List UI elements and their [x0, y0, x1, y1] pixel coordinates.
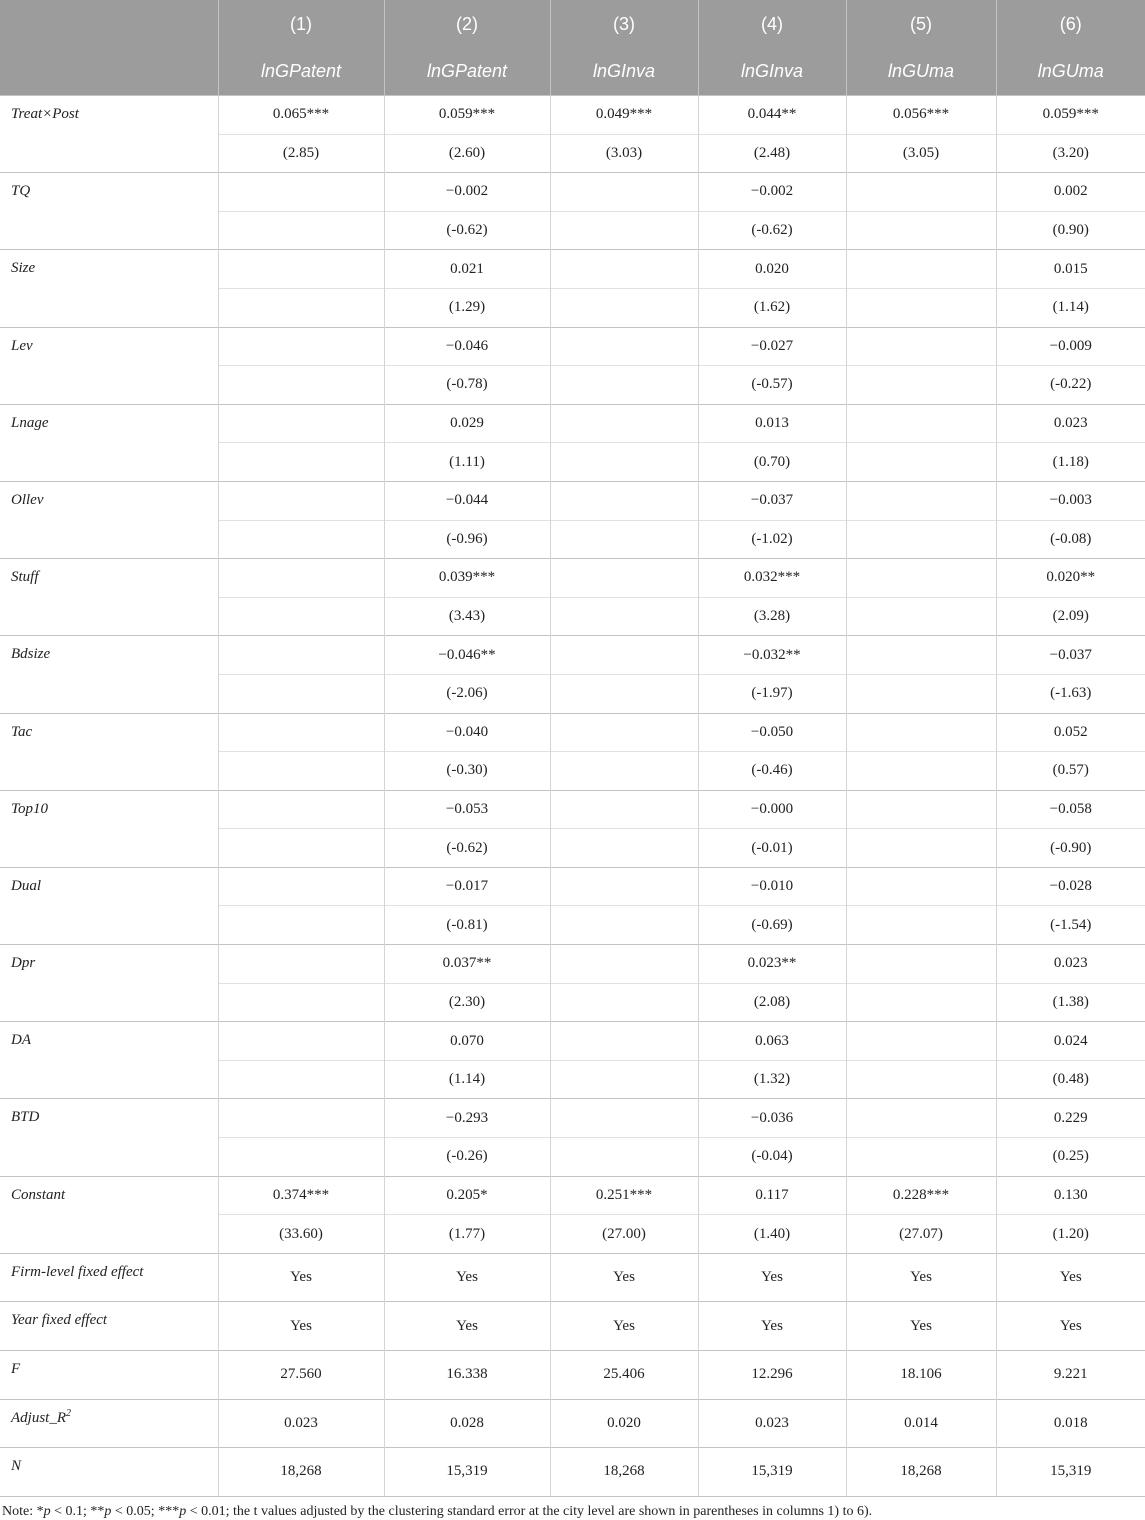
coefficient-cell: [846, 1099, 996, 1138]
statistic-cell: Yes: [698, 1253, 846, 1302]
coefficient-cell: [550, 790, 698, 829]
coefficient-cell: −0.032**: [698, 636, 846, 675]
t-value-cell: (2.30): [384, 983, 550, 1022]
statistic-row: [0, 1302, 1145, 1351]
coefficient-cell: [218, 867, 384, 906]
statistic-cell: 18,268: [550, 1448, 698, 1497]
coefficient-cell: −0.037: [996, 636, 1145, 675]
t-value-cell: (-2.06): [384, 674, 550, 713]
coefficient-cell: [846, 404, 996, 443]
t-value-cell: [218, 674, 384, 713]
t-value-cell: (27.00): [550, 1215, 698, 1254]
t-value-cell: [846, 1138, 996, 1177]
coefficient-cell: −0.050: [698, 713, 846, 752]
t-value-cell: (1.32): [698, 1060, 846, 1099]
coefficient-cell: 0.049***: [550, 96, 698, 135]
table-header: [0, 0, 1145, 96]
t-value-cell: (-0.62): [384, 829, 550, 868]
coefficient-cell: 0.039***: [384, 559, 550, 598]
coefficient-cell: 0.374***: [218, 1176, 384, 1215]
header-corner-cell: [0, 0, 218, 48]
variable-coefficient-row: [0, 713, 1145, 752]
coefficient-cell: −0.000: [698, 790, 846, 829]
statistic-cell: 0.018: [996, 1399, 1145, 1448]
coefficient-cell: 0.020: [698, 250, 846, 289]
t-value-cell: [218, 906, 384, 945]
t-value-cell: (3.20): [996, 134, 1145, 173]
t-value-cell: (1.14): [996, 288, 1145, 327]
variable-coefficient-row: [0, 790, 1145, 829]
t-value-cell: (-0.96): [384, 520, 550, 559]
coefficient-cell: −0.037: [698, 481, 846, 520]
coefficient-cell: −0.002: [384, 173, 550, 212]
variable-label: DA: [0, 1022, 218, 1099]
t-value-cell: (-0.46): [698, 752, 846, 791]
coefficient-cell: [846, 945, 996, 984]
variable-label: Constant: [0, 1176, 218, 1253]
t-value-cell: (1.18): [996, 443, 1145, 482]
t-value-cell: [218, 1138, 384, 1177]
t-value-cell: (-1.97): [698, 674, 846, 713]
coefficient-cell: [550, 636, 698, 675]
t-value-cell: [550, 1138, 698, 1177]
statistic-cell: 15,319: [384, 1448, 550, 1497]
coefficient-cell: [218, 790, 384, 829]
coefficient-cell: −0.036: [698, 1099, 846, 1138]
note-text: < 0.1; **: [50, 1503, 105, 1519]
t-value-cell: (-1.63): [996, 674, 1145, 713]
variable-label: Treat×Post: [0, 96, 218, 173]
coefficient-cell: [218, 713, 384, 752]
coefficient-cell: [846, 173, 996, 212]
coefficient-cell: [550, 327, 698, 366]
t-value-cell: (-0.08): [996, 520, 1145, 559]
coefficient-cell: 0.205*: [384, 1176, 550, 1215]
variable-label: TQ: [0, 173, 218, 250]
variable-coefficient-row: [0, 867, 1145, 906]
t-value-cell: [218, 443, 384, 482]
coefficient-cell: [218, 559, 384, 598]
t-value-cell: [550, 366, 698, 405]
coefficient-cell: 0.002: [996, 173, 1145, 212]
column-number-header: (4): [698, 0, 846, 48]
t-value-cell: [550, 288, 698, 327]
coefficient-cell: [550, 404, 698, 443]
coefficient-cell: 0.013: [698, 404, 846, 443]
t-value-cell: (-0.62): [698, 211, 846, 250]
coefficient-cell: [846, 481, 996, 520]
coefficient-cell: [218, 481, 384, 520]
t-value-cell: (1.29): [384, 288, 550, 327]
t-value-cell: (2.09): [996, 597, 1145, 636]
t-value-cell: (33.60): [218, 1215, 384, 1254]
statistic-cell: 18.106: [846, 1351, 996, 1400]
statistic-cell: Yes: [846, 1302, 996, 1351]
column-number-header: (2): [384, 0, 550, 48]
t-value-cell: [846, 520, 996, 559]
statistic-cell: 0.020: [550, 1399, 698, 1448]
variable-label: Dpr: [0, 945, 218, 1022]
t-value-cell: (-1.54): [996, 906, 1145, 945]
coefficient-cell: −0.010: [698, 867, 846, 906]
t-value-cell: (0.48): [996, 1060, 1145, 1099]
coefficient-cell: [550, 713, 698, 752]
t-value-cell: (1.11): [384, 443, 550, 482]
variable-label: Tac: [0, 713, 218, 790]
variable-label: Dual: [0, 867, 218, 944]
statistic-cell: Yes: [996, 1253, 1145, 1302]
statistic-cell: 15,319: [698, 1448, 846, 1497]
coefficient-cell: 0.024: [996, 1022, 1145, 1061]
t-value-cell: (3.43): [384, 597, 550, 636]
statistic-cell: 9.221: [996, 1351, 1145, 1400]
variable-label: Top10: [0, 790, 218, 867]
statistic-label: [0, 1448, 218, 1497]
statistic-cell: 0.028: [384, 1399, 550, 1448]
coefficient-cell: [550, 867, 698, 906]
statistic-cell: Yes: [846, 1253, 996, 1302]
coefficient-cell: 0.130: [996, 1176, 1145, 1215]
dependent-variable-header: lnGUma: [846, 48, 996, 96]
t-value-cell: [846, 211, 996, 250]
header-row-column-numbers: [0, 0, 1145, 48]
t-value-cell: (0.57): [996, 752, 1145, 791]
variable-label: Stuff: [0, 559, 218, 636]
coefficient-cell: −0.046**: [384, 636, 550, 675]
note-p-symbol: p: [104, 1503, 112, 1519]
variable-coefficient-row: [0, 327, 1145, 366]
t-value-cell: [550, 443, 698, 482]
statistic-cell: Yes: [384, 1302, 550, 1351]
t-value-cell: [846, 1060, 996, 1099]
coefficient-cell: −0.002: [698, 173, 846, 212]
t-value-cell: (1.38): [996, 983, 1145, 1022]
coefficient-cell: −0.058: [996, 790, 1145, 829]
coefficient-cell: [550, 173, 698, 212]
t-value-cell: [846, 674, 996, 713]
statistic-label: [0, 1351, 218, 1400]
t-value-cell: (1.20): [996, 1215, 1145, 1254]
coefficient-cell: −0.044: [384, 481, 550, 520]
statistic-row: [0, 1399, 1145, 1448]
t-value-cell: [218, 366, 384, 405]
t-value-cell: [846, 366, 996, 405]
dependent-variable-header: lnGInva: [698, 48, 846, 96]
variable-coefficient-row: [0, 173, 1145, 212]
statistic-label: [0, 1253, 218, 1302]
coefficient-cell: 0.056***: [846, 96, 996, 135]
statistic-cell: 0.023: [218, 1399, 384, 1448]
dependent-variable-header: lnGPatent: [384, 48, 550, 96]
variable-coefficient-row: [0, 250, 1145, 289]
t-value-cell: [550, 520, 698, 559]
coefficient-cell: 0.117: [698, 1176, 846, 1215]
coefficient-cell: [846, 636, 996, 675]
coefficient-cell: −0.027: [698, 327, 846, 366]
t-value-cell: (-0.26): [384, 1138, 550, 1177]
t-value-cell: (1.40): [698, 1215, 846, 1254]
coefficient-cell: −0.009: [996, 327, 1145, 366]
variable-label: Bdsize: [0, 636, 218, 713]
statistic-cell: Yes: [996, 1302, 1145, 1351]
t-value-cell: (1.62): [698, 288, 846, 327]
table-body: [0, 96, 1145, 1497]
coefficient-cell: 0.059***: [996, 96, 1145, 135]
t-value-cell: [550, 1060, 698, 1099]
coefficient-cell: [218, 173, 384, 212]
coefficient-cell: 0.229: [996, 1099, 1145, 1138]
t-value-cell: (-0.62): [384, 211, 550, 250]
note-p-symbol: p: [179, 1503, 187, 1519]
coefficient-cell: 0.023: [996, 945, 1145, 984]
t-value-cell: (2.85): [218, 134, 384, 173]
coefficient-cell: [218, 327, 384, 366]
coefficient-cell: −0.003: [996, 481, 1145, 520]
column-number-header: (6): [996, 0, 1145, 48]
variable-label: Size: [0, 250, 218, 327]
t-value-cell: [550, 983, 698, 1022]
statistic-cell: Yes: [550, 1302, 698, 1351]
note-prefix: Note: *: [2, 1503, 44, 1519]
t-value-cell: [218, 1060, 384, 1099]
coefficient-cell: [550, 250, 698, 289]
t-value-cell: (-0.22): [996, 366, 1145, 405]
coefficient-cell: −0.293: [384, 1099, 550, 1138]
coefficient-cell: [846, 867, 996, 906]
statistic-cell: Yes: [550, 1253, 698, 1302]
coefficient-cell: [550, 559, 698, 598]
t-value-cell: [218, 288, 384, 327]
t-value-cell: [846, 752, 996, 791]
coefficient-cell: 0.023: [996, 404, 1145, 443]
statistic-label-text: Year fixed effect: [11, 1312, 108, 1329]
coefficient-cell: −0.053: [384, 790, 550, 829]
coefficient-cell: [550, 1099, 698, 1138]
t-value-cell: [846, 983, 996, 1022]
t-value-cell: (0.90): [996, 211, 1145, 250]
coefficient-cell: [218, 1022, 384, 1061]
t-value-cell: [218, 829, 384, 868]
statistic-row: [0, 1253, 1145, 1302]
t-value-cell: [846, 443, 996, 482]
coefficient-cell: 0.021: [384, 250, 550, 289]
t-value-cell: (-1.02): [698, 520, 846, 559]
statistic-cell: 16.338: [384, 1351, 550, 1400]
coefficient-cell: −0.017: [384, 867, 550, 906]
column-number-header: (1): [218, 0, 384, 48]
statistic-cell: 0.014: [846, 1399, 996, 1448]
statistic-cell: 12.296: [698, 1351, 846, 1400]
note-text: < 0.05; ***: [111, 1503, 180, 1519]
t-value-cell: [218, 983, 384, 1022]
variable-coefficient-row: [0, 559, 1145, 598]
t-value-cell: (1.77): [384, 1215, 550, 1254]
t-value-cell: [846, 597, 996, 636]
t-value-cell: [550, 752, 698, 791]
dependent-variable-header: lnGPatent: [218, 48, 384, 96]
coefficient-cell: 0.032***: [698, 559, 846, 598]
coefficient-cell: [218, 404, 384, 443]
coefficient-cell: [846, 250, 996, 289]
t-value-cell: (27.07): [846, 1215, 996, 1254]
variable-coefficient-row: [0, 945, 1145, 984]
t-value-cell: [550, 829, 698, 868]
t-value-cell: (-0.78): [384, 366, 550, 405]
variable-coefficient-row: [0, 481, 1145, 520]
column-number-header: (5): [846, 0, 996, 48]
dependent-variable-header: lnGInva: [550, 48, 698, 96]
table-note: [0, 1497, 1145, 1520]
variable-coefficient-row: [0, 1022, 1145, 1061]
t-value-cell: [218, 211, 384, 250]
coefficient-cell: 0.037**: [384, 945, 550, 984]
statistic-label: [0, 1302, 218, 1351]
t-value-cell: (2.60): [384, 134, 550, 173]
statistic-label-text: N: [11, 1458, 22, 1475]
statistic-label-text: Firm-level fixed effect: [11, 1263, 144, 1280]
statistic-label: [0, 1399, 218, 1448]
t-value-cell: [846, 906, 996, 945]
statistic-label-superscript: 2: [66, 1407, 71, 1419]
t-value-cell: [550, 906, 698, 945]
t-value-cell: [846, 829, 996, 868]
t-value-cell: (3.05): [846, 134, 996, 173]
coefficient-cell: [846, 327, 996, 366]
t-value-cell: [550, 674, 698, 713]
statistic-cell: 18,268: [846, 1448, 996, 1497]
coefficient-cell: [550, 945, 698, 984]
statistic-cell: 15,319: [996, 1448, 1145, 1497]
t-value-cell: (3.28): [698, 597, 846, 636]
t-value-cell: (3.03): [550, 134, 698, 173]
coefficient-cell: [218, 1099, 384, 1138]
variable-coefficient-row: [0, 404, 1145, 443]
header-row-dependent-variables: [0, 48, 1145, 96]
statistic-cell: 0.023: [698, 1399, 846, 1448]
t-value-cell: (2.48): [698, 134, 846, 173]
variable-coefficient-row: [0, 1099, 1145, 1138]
statistic-row: [0, 1351, 1145, 1400]
header-corner-cell: [0, 48, 218, 96]
coefficient-cell: [218, 945, 384, 984]
statistic-row: [0, 1448, 1145, 1497]
statistic-cell: 25.406: [550, 1351, 698, 1400]
t-value-cell: [218, 597, 384, 636]
coefficient-cell: 0.044**: [698, 96, 846, 135]
t-value-cell: (0.25): [996, 1138, 1145, 1177]
coefficient-cell: [846, 713, 996, 752]
t-value-cell: (-0.81): [384, 906, 550, 945]
t-value-cell: (-0.01): [698, 829, 846, 868]
statistic-label-text: F: [11, 1361, 21, 1377]
statistic-cell: Yes: [698, 1302, 846, 1351]
t-value-cell: (0.70): [698, 443, 846, 482]
t-value-cell: [846, 288, 996, 327]
t-value-cell: (-0.57): [698, 366, 846, 405]
t-value-cell: (-0.30): [384, 752, 550, 791]
coefficient-cell: 0.052: [996, 713, 1145, 752]
coefficient-cell: −0.046: [384, 327, 550, 366]
note-p-symbol: p: [43, 1503, 51, 1519]
coefficient-cell: 0.020**: [996, 559, 1145, 598]
variable-coefficient-row: [0, 1176, 1145, 1215]
coefficient-cell: −0.028: [996, 867, 1145, 906]
column-number-header: (3): [550, 0, 698, 48]
t-value-cell: (1.14): [384, 1060, 550, 1099]
coefficient-cell: [846, 559, 996, 598]
coefficient-cell: [218, 250, 384, 289]
coefficient-cell: −0.040: [384, 713, 550, 752]
coefficient-cell: 0.029: [384, 404, 550, 443]
t-value-cell: (-0.69): [698, 906, 846, 945]
coefficient-cell: [550, 481, 698, 520]
variable-label: Lev: [0, 327, 218, 404]
statistic-cell: Yes: [218, 1302, 384, 1351]
statistic-cell: 18,268: [218, 1448, 384, 1497]
coefficient-cell: 0.023**: [698, 945, 846, 984]
statistic-label-text: Adjust_R: [11, 1409, 66, 1426]
coefficient-cell: [550, 1022, 698, 1061]
statistic-cell: Yes: [218, 1253, 384, 1302]
statistic-cell: 27.560: [218, 1351, 384, 1400]
coefficient-cell: 0.059***: [384, 96, 550, 135]
coefficient-cell: 0.251***: [550, 1176, 698, 1215]
t-value-cell: [218, 752, 384, 791]
t-value-cell: [550, 211, 698, 250]
t-value-cell: (-0.04): [698, 1138, 846, 1177]
variable-label: Lnage: [0, 404, 218, 481]
variable-coefficient-row: [0, 96, 1145, 135]
variable-coefficient-row: [0, 636, 1145, 675]
coefficient-cell: 0.065***: [218, 96, 384, 135]
statistic-cell: Yes: [384, 1253, 550, 1302]
coefficient-cell: 0.015: [996, 250, 1145, 289]
coefficient-cell: 0.228***: [846, 1176, 996, 1215]
t-value-cell: [218, 520, 384, 559]
t-value-cell: (2.08): [698, 983, 846, 1022]
t-value-cell: (-0.90): [996, 829, 1145, 868]
coefficient-cell: [846, 790, 996, 829]
variable-label: BTD: [0, 1099, 218, 1176]
t-value-cell: [550, 597, 698, 636]
note-text: < 0.01; the t values adjusted by the clustering standard error at the city level are shown in parentheses in columns 1) to 6).: [186, 1503, 873, 1519]
coefficient-cell: 0.070: [384, 1022, 550, 1061]
coefficient-cell: [218, 636, 384, 675]
variable-label: Ollev: [0, 481, 218, 558]
dependent-variable-header: lnGUma: [996, 48, 1145, 96]
coefficient-cell: 0.063: [698, 1022, 846, 1061]
coefficient-cell: [846, 1022, 996, 1061]
